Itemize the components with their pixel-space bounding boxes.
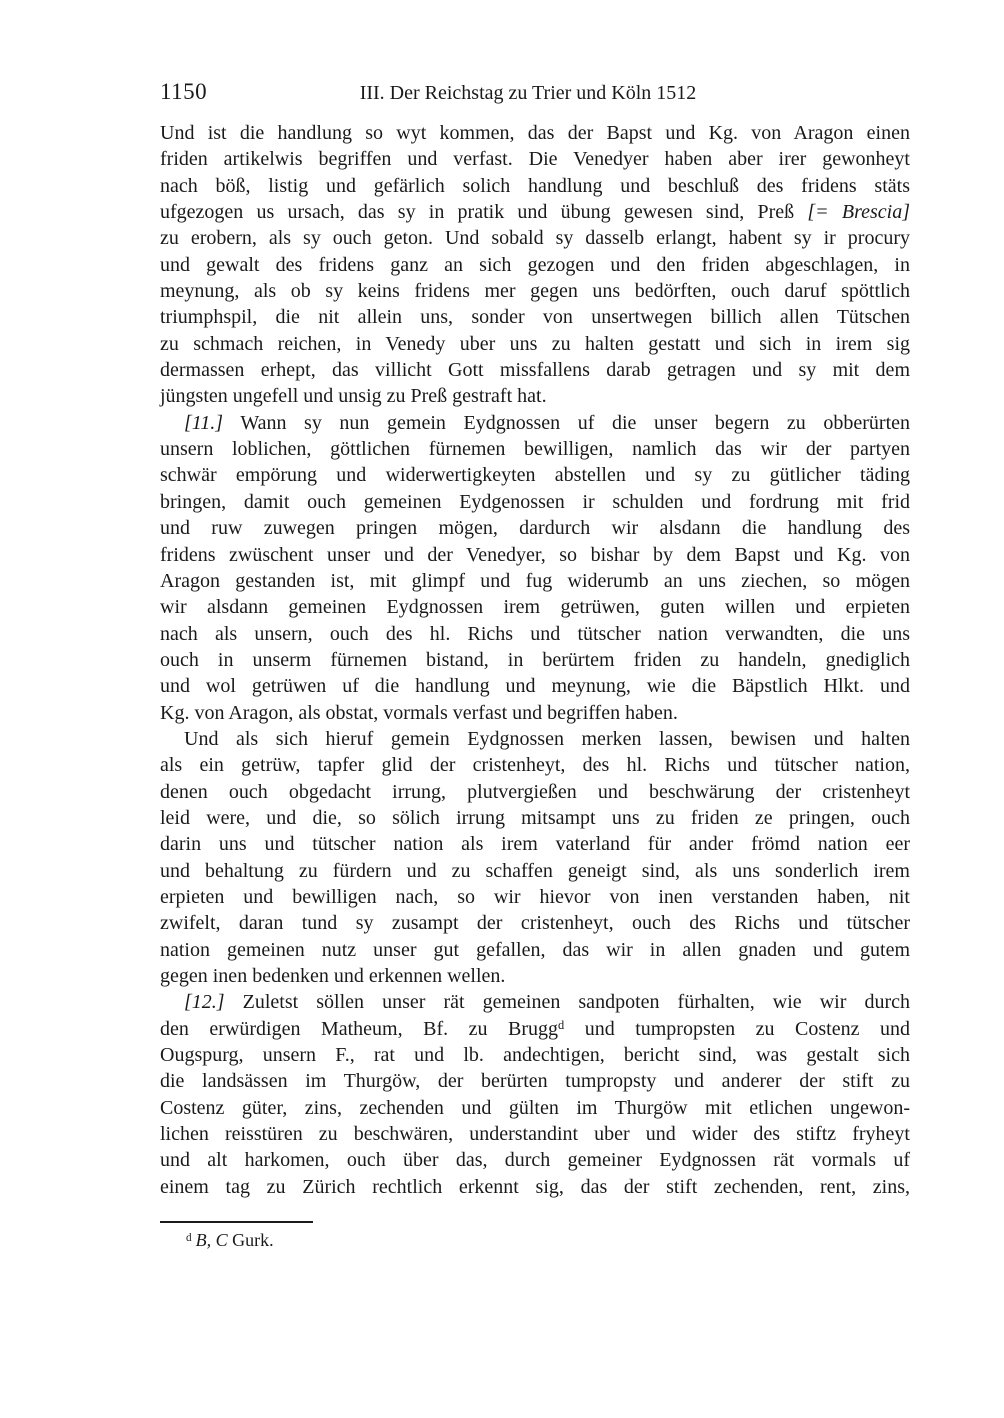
text-line: wir alsdann gemeinen Eydgnossen irem getrüwen, guten willen und erpieten: [160, 596, 910, 619]
paragraph: [160, 989, 910, 1200]
page-body-text: [160, 120, 910, 1200]
text-line: gegen inen bedenken und erkennen wellen.: [160, 965, 506, 987]
text-line: erpieten und bewilligen nach, so wir hievor von inen verstanden haben, nit: [160, 885, 910, 908]
text-line: dermassen erhept, das villicht Gott missfallens darab getragen und sy mit dem: [160, 359, 910, 382]
text-line: die landsässen im Thurgöw, der berürten tumpropsty und anderer der stift zu: [160, 1070, 910, 1093]
text-line: Und ist die handlung so wyt kommen, das der Bapst und Kg. von Aragon einen: [160, 122, 910, 144]
text-line: nation gemeinen nutz unser gut gefallen, das wir in allen gnaden und gutem: [160, 938, 910, 961]
text-line: friden artikelwis begriffen und verfast. Die Venedyer haben aber irer gewonheyt: [160, 148, 910, 171]
text-line: als ein getrüw, tapfer glid der cristenheyt, des hl. Richs und tütscher nation,: [160, 754, 910, 777]
text-line: Ougspurg, unsern F., rat und lb. andechtigen, bericht sind, was gestalt sich: [160, 1044, 910, 1067]
text-line: nach böß, listig und gefärlich solich handlung und beschluß des fridens stäts: [160, 174, 910, 197]
text-line: meynung, als ob sy keins fridens mer gegen uns bedörften, ouch daruf spöttlich: [160, 280, 910, 303]
text-line: bringen, damit ouch gemeinen Eydgenossen ir schulden und fordrung mit frid: [160, 490, 910, 513]
text-line: denen ouch obgedacht irrung, plutvergießen und beschwärung der cristenheyt: [160, 780, 910, 803]
text-line: [12.] Zuletst söllen unser rät gemeinen sandpoten fürhalten, wie wir durch: [184, 991, 910, 1014]
text-line: Und als sich hieruf gemein Eydgnossen merken lassen, bewisen und halten: [184, 727, 910, 750]
footnote-sigla: B, C: [195, 1230, 228, 1250]
text-line: und behaltung zu fürdern und zu schaffen geneigt sind, als uns sonderlich irem: [160, 859, 910, 882]
text-line: zu schmach reichen, in Venedy uber uns zu halten gestatt und sich in irem sig: [160, 332, 910, 355]
text-line: jüngsten ungefell und unsig zu Preß gestraft hat.: [160, 385, 547, 408]
footnote-text: Gurk.: [232, 1230, 274, 1250]
text-line: ufgezogen us ursach, das sy in pratik und übung gewesen sind, Preß [= Brescia]: [160, 201, 911, 224]
text-line: zwifelt, daran tund sy zusampt der cristenheyt, ouch des Richs und tütscher: [160, 912, 910, 935]
text-line: einem tag zu Zürich rechtlich erkennt sig, das der stift zechenden, rent, zins,: [160, 1175, 910, 1198]
text-line: lichen reisstüren zu beschwären, understandint uber und wider des stiftz fryheyt: [160, 1123, 910, 1146]
footnote-marker: d: [186, 1231, 192, 1244]
text-line: fridens zwüschent unser und der Venedyer, so bishar by dem Bapst und Kg. von: [160, 543, 910, 566]
text-line: den erwürdigen Matheum, Bf. zu Brugg$^d$ und tumpropsten zu Costenz und: [160, 1017, 910, 1040]
text-line: und ruw zuwegen pringen mögen, dardurch wir alsdann die handlung des: [160, 517, 910, 540]
page-header: [160, 80, 910, 106]
footnote: [160, 1227, 910, 1254]
text-line: zu erobern, als sy ouch geton. Und sobald sy dasselb erlangt, habent sy ir procury: [160, 227, 910, 250]
footnote-rule: [160, 1221, 313, 1223]
page-number: 1150: [160, 79, 208, 104]
text-line: unsern loblichen, göttlichen fürnemen bewilligen, namlich das wir der partyen: [160, 438, 910, 461]
text-line: und wol getrüwen uf die handlung und meynung, wie die Bäpstlich Hlkt. und: [160, 675, 910, 698]
text-line: Aragon gestanden ist, mit glimpf und fug widerumb an uns ziechen, so mögen: [160, 569, 910, 592]
text-line: nach als unsern, ouch des hl. Richs und tütscher nation verwandten, die uns: [160, 622, 910, 645]
text-line: [11.] Wann sy nun gemein Eydgnossen uf die unser begern zu obberürten: [184, 411, 910, 434]
paragraph: [160, 410, 910, 726]
text-line: leid were, und die, so sölich irrung mitsampt uns zu friden ze pringen, ouch: [160, 806, 910, 829]
text-line: triumphspil, die nit allein uns, sonder von unsertwegen billich allen Tütschen: [160, 306, 910, 329]
text-line: darin uns und tütscher nation als irem vaterland für ander frömd nation eer: [160, 833, 910, 856]
text-line: schwär empörung und widerwertigkeyten abstellen und sy zu gütlicher täding: [160, 464, 910, 487]
text-line: ouch in unserm fürnemen bistand, in berürtem friden zu handeln, gnediglich: [160, 648, 910, 671]
text-line: und alt harkomen, ouch über das, durch gemeiner Eydgnossen rät vormals uf: [160, 1149, 910, 1172]
running-header-title: III. Der Reichstag zu Trier und Köln 1512: [359, 82, 697, 104]
text-line: und gewalt des fridens ganz an sich gezogen und den friden abgeschlagen, in: [160, 253, 910, 276]
text-line: Costenz güter, zins, zechenden und gülten im Thurgöw mit etlichen ungewon-: [160, 1096, 910, 1119]
paragraph: [160, 120, 910, 410]
paragraph: [160, 726, 910, 989]
text-line: Kg. von Aragon, als obstat, vormals verfast und begriffen haben.: [160, 701, 678, 724]
